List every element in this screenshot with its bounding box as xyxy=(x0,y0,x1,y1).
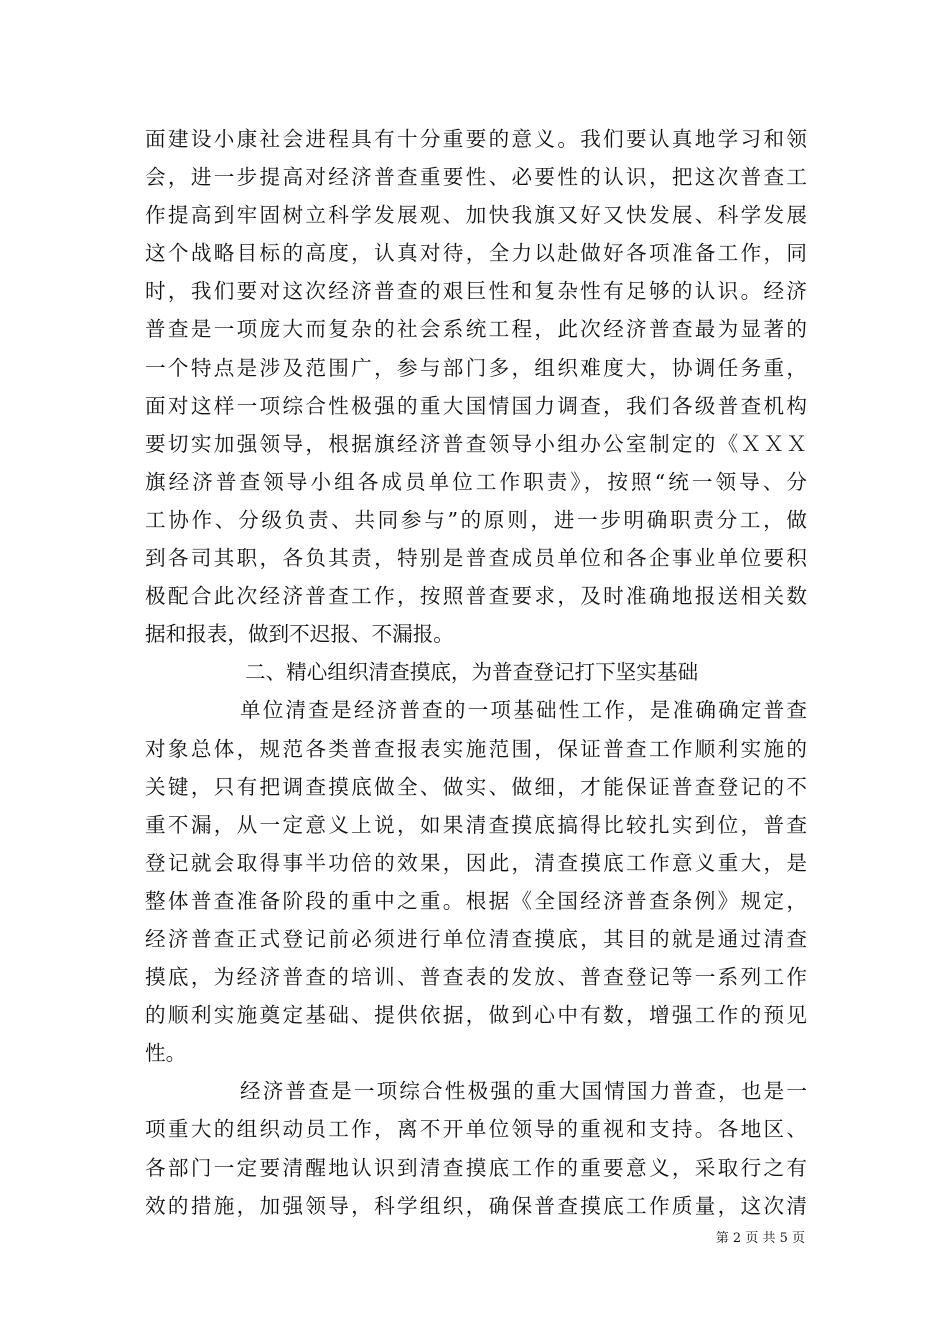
text-line: 的顺利实施奠定基础、提供依据，做到心中有数，增强工作的预见 xyxy=(145,1003,807,1028)
text-line: 摸底，为经济普查的培训、普查表的发放、普查登记等一系列工作 xyxy=(145,965,807,990)
text-line: 据和报表，做到不迟报、不漏报。 xyxy=(145,622,454,647)
document-body xyxy=(145,120,807,1225)
text-line: 作提高到牢固树立科学发展观、加快我旗又好又快发展、科学发展 xyxy=(145,203,807,228)
text-line: 工协作、分级负责、共同参与”的原则，进一步明确职责分工，做 xyxy=(145,507,807,532)
text-line: 会，进一步提高对经济普查重要性、必要性的认识，把这次普查工 xyxy=(145,165,807,190)
text-line: 重不漏，从一定意义上说，如果清查摸底搞得比较扎实到位，普查 xyxy=(145,812,807,837)
text-line: 一个特点是涉及范围广，参与部门多，组织难度大，协调任务重， xyxy=(145,355,807,380)
text-line: 性。 xyxy=(145,1041,187,1066)
text-line: 各部门一定要清醒地认识到清查摸底工作的重要意义，采取行之有 xyxy=(145,1155,807,1180)
text-line: 经济普查是一项综合性极强的重大国情国力普查，也是一 xyxy=(240,1079,807,1104)
text-line: 到各司其职，各负其责，特别是普查成员单位和各企事业单位要积 xyxy=(145,546,807,571)
text-line: 普查是一项庞大而复杂的社会系统工程，此次经济普查最为显著的 xyxy=(145,317,807,342)
text-line: 极配合此次经济普查工作，按照普查要求，及时准确地报送相关数 xyxy=(145,584,807,609)
text-line: 关键，只有把调查摸底做全、做实、做细，才能保证普查登记的不 xyxy=(145,774,807,799)
text-line: 项重大的组织动员工作，离不开单位领导的重视和支持。各地区、 xyxy=(145,1117,807,1142)
section-heading: 二、精心组织清查摸底，为普查登记打下坚实基础 xyxy=(245,660,699,685)
text-line: 整体普查准备阶段的重中之重。根据《全国经济普查条例》规定， xyxy=(145,888,807,913)
text-line: 旗经济普查领导小组各成员单位工作职责》，按照“统一领导、分 xyxy=(145,469,807,494)
page-number: 第 2 页 共 5 页 xyxy=(715,1231,805,1246)
text-line: 面对这样一项综合性极强的重大国情国力调查，我们各级普查机构 xyxy=(145,393,807,418)
text-line: 要切实加强领导，根据旗经济普查领导小组办公室制定的《ＸＸＸ xyxy=(145,431,807,456)
text-line: 对象总体，规范各类普查报表实施范围，保证普查工作顺利实施的 xyxy=(145,736,807,761)
text-line: 这个战略目标的高度，认真对待，全力以赴做好各项准备工作，同 xyxy=(145,241,807,266)
text-line: 经济普查正式登记前必须进行单位清查摸底，其目的就是通过清查 xyxy=(145,926,807,951)
text-line: 效的措施，加强领导，科学组织，确保普查摸底工作质量，这次清 xyxy=(145,1193,807,1218)
text-line: 时，我们要对这次经济普查的艰巨性和复杂性有足够的认识。经济 xyxy=(145,279,807,304)
text-line: 单位清查是经济普查的一项基础性工作，是准确确定普查 xyxy=(240,698,807,723)
text-line: 面建设小康社会进程具有十分重要的意义。我们要认真地学习和领 xyxy=(145,127,807,151)
text-line: 登记就会取得事半功倍的效果，因此，清查摸底工作意义重大，是 xyxy=(145,850,807,875)
